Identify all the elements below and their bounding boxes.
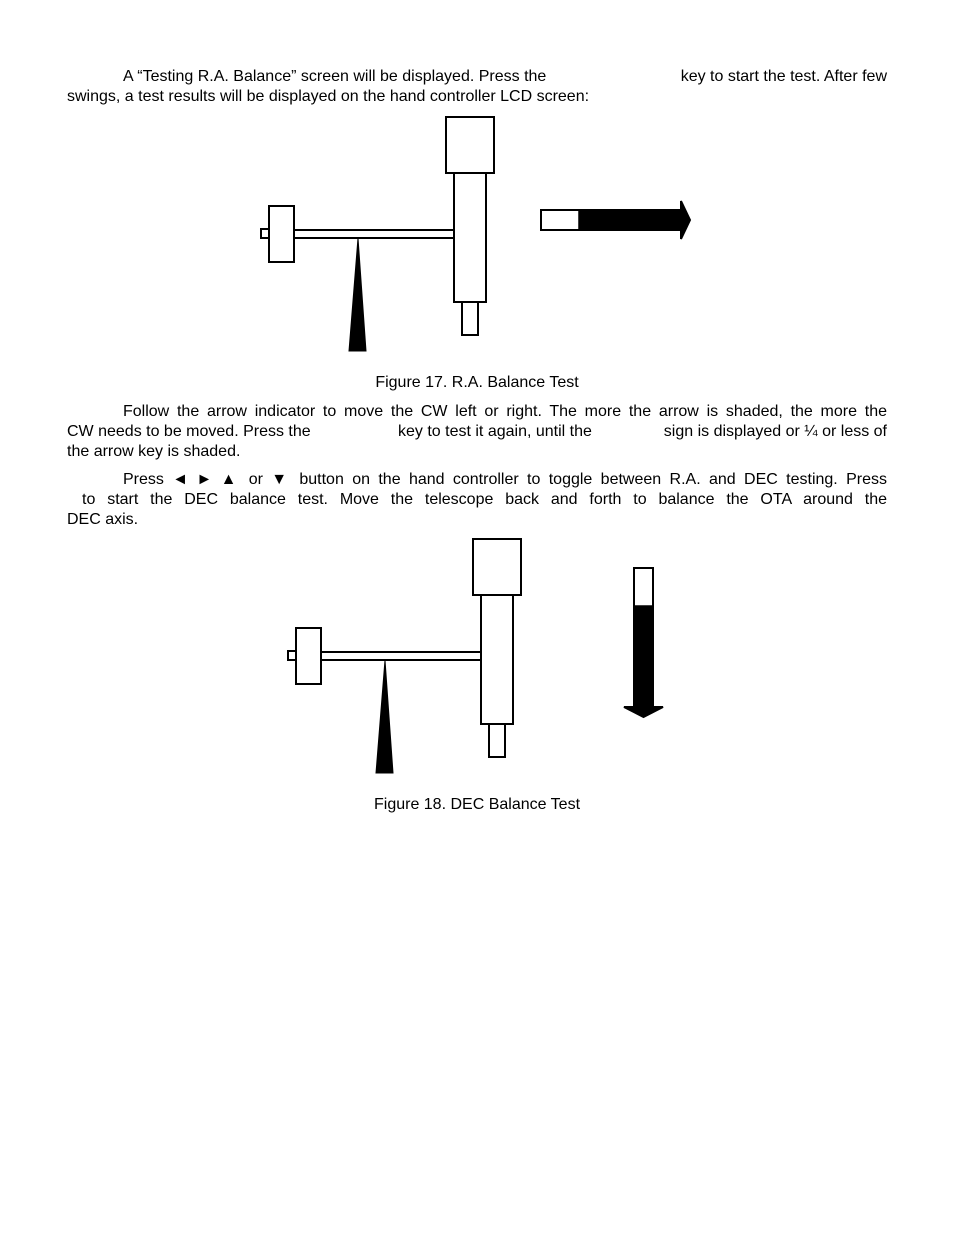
balance-arrow-down xyxy=(624,568,663,717)
telescope-tube-head xyxy=(446,117,494,173)
paragraph-testing-ra xyxy=(67,67,887,107)
paragraph-line: the arrow key is shaded. xyxy=(67,443,241,460)
counterweight-cap xyxy=(261,229,269,238)
text-segment: A “Testing R.A. Balance” screen will be displayed. Press the xyxy=(123,68,547,85)
paragraph-toggle-testing xyxy=(67,470,887,530)
text-segment: sign is displayed or ¼ or less of xyxy=(663,423,887,440)
arrow-shaded-portion xyxy=(578,201,690,239)
mount-body xyxy=(454,173,486,302)
mount-shaft xyxy=(462,302,478,335)
mount-body xyxy=(481,595,513,724)
paragraph-follow-arrow xyxy=(67,402,887,462)
mount-shaft xyxy=(489,724,505,757)
figure-17-caption: Figure 17. R.A. Balance Test xyxy=(375,374,579,391)
counterweight-cap xyxy=(288,651,296,660)
paragraph-line: Follow the arrow indicator to move the CW left or right. The more the arrow is shaded, the more the xyxy=(123,403,887,420)
counterweight xyxy=(269,206,294,262)
balance-arrow-right xyxy=(541,201,690,239)
text-segment: CW needs to be moved. Press the xyxy=(67,423,311,440)
text-segment: key to test it again, until the xyxy=(398,423,592,440)
paragraph-line xyxy=(67,67,887,87)
arrow-shaded-portion xyxy=(624,605,663,717)
paragraph-line: Press ◄ ► ▲ or ▼ button on the hand controller to toggle between R.A. and DEC testing. Press xyxy=(123,471,887,488)
counterweight-bar xyxy=(321,652,481,660)
paragraph-line xyxy=(67,490,887,510)
counterweight-bar xyxy=(294,230,454,238)
pivot-wedge xyxy=(376,660,393,773)
figure-18-caption: Figure 18. DEC Balance Test xyxy=(373,796,581,813)
dec-balance-figure xyxy=(277,532,677,782)
paragraph-line: DEC axis. xyxy=(67,511,139,528)
pivot-wedge xyxy=(349,238,366,351)
counterweight xyxy=(296,628,321,684)
text-segment: key to start the test. After few xyxy=(680,68,887,85)
paragraph-line: swings, a test results will be displayed on the hand controller LCD screen: xyxy=(67,88,590,105)
text-segment: to start the DEC balance test. Move the telescope back and forth to balance the OTA around the xyxy=(82,491,887,508)
ra-balance-figure xyxy=(250,110,710,360)
paragraph-line xyxy=(67,422,887,442)
telescope-tube-head xyxy=(473,539,521,595)
